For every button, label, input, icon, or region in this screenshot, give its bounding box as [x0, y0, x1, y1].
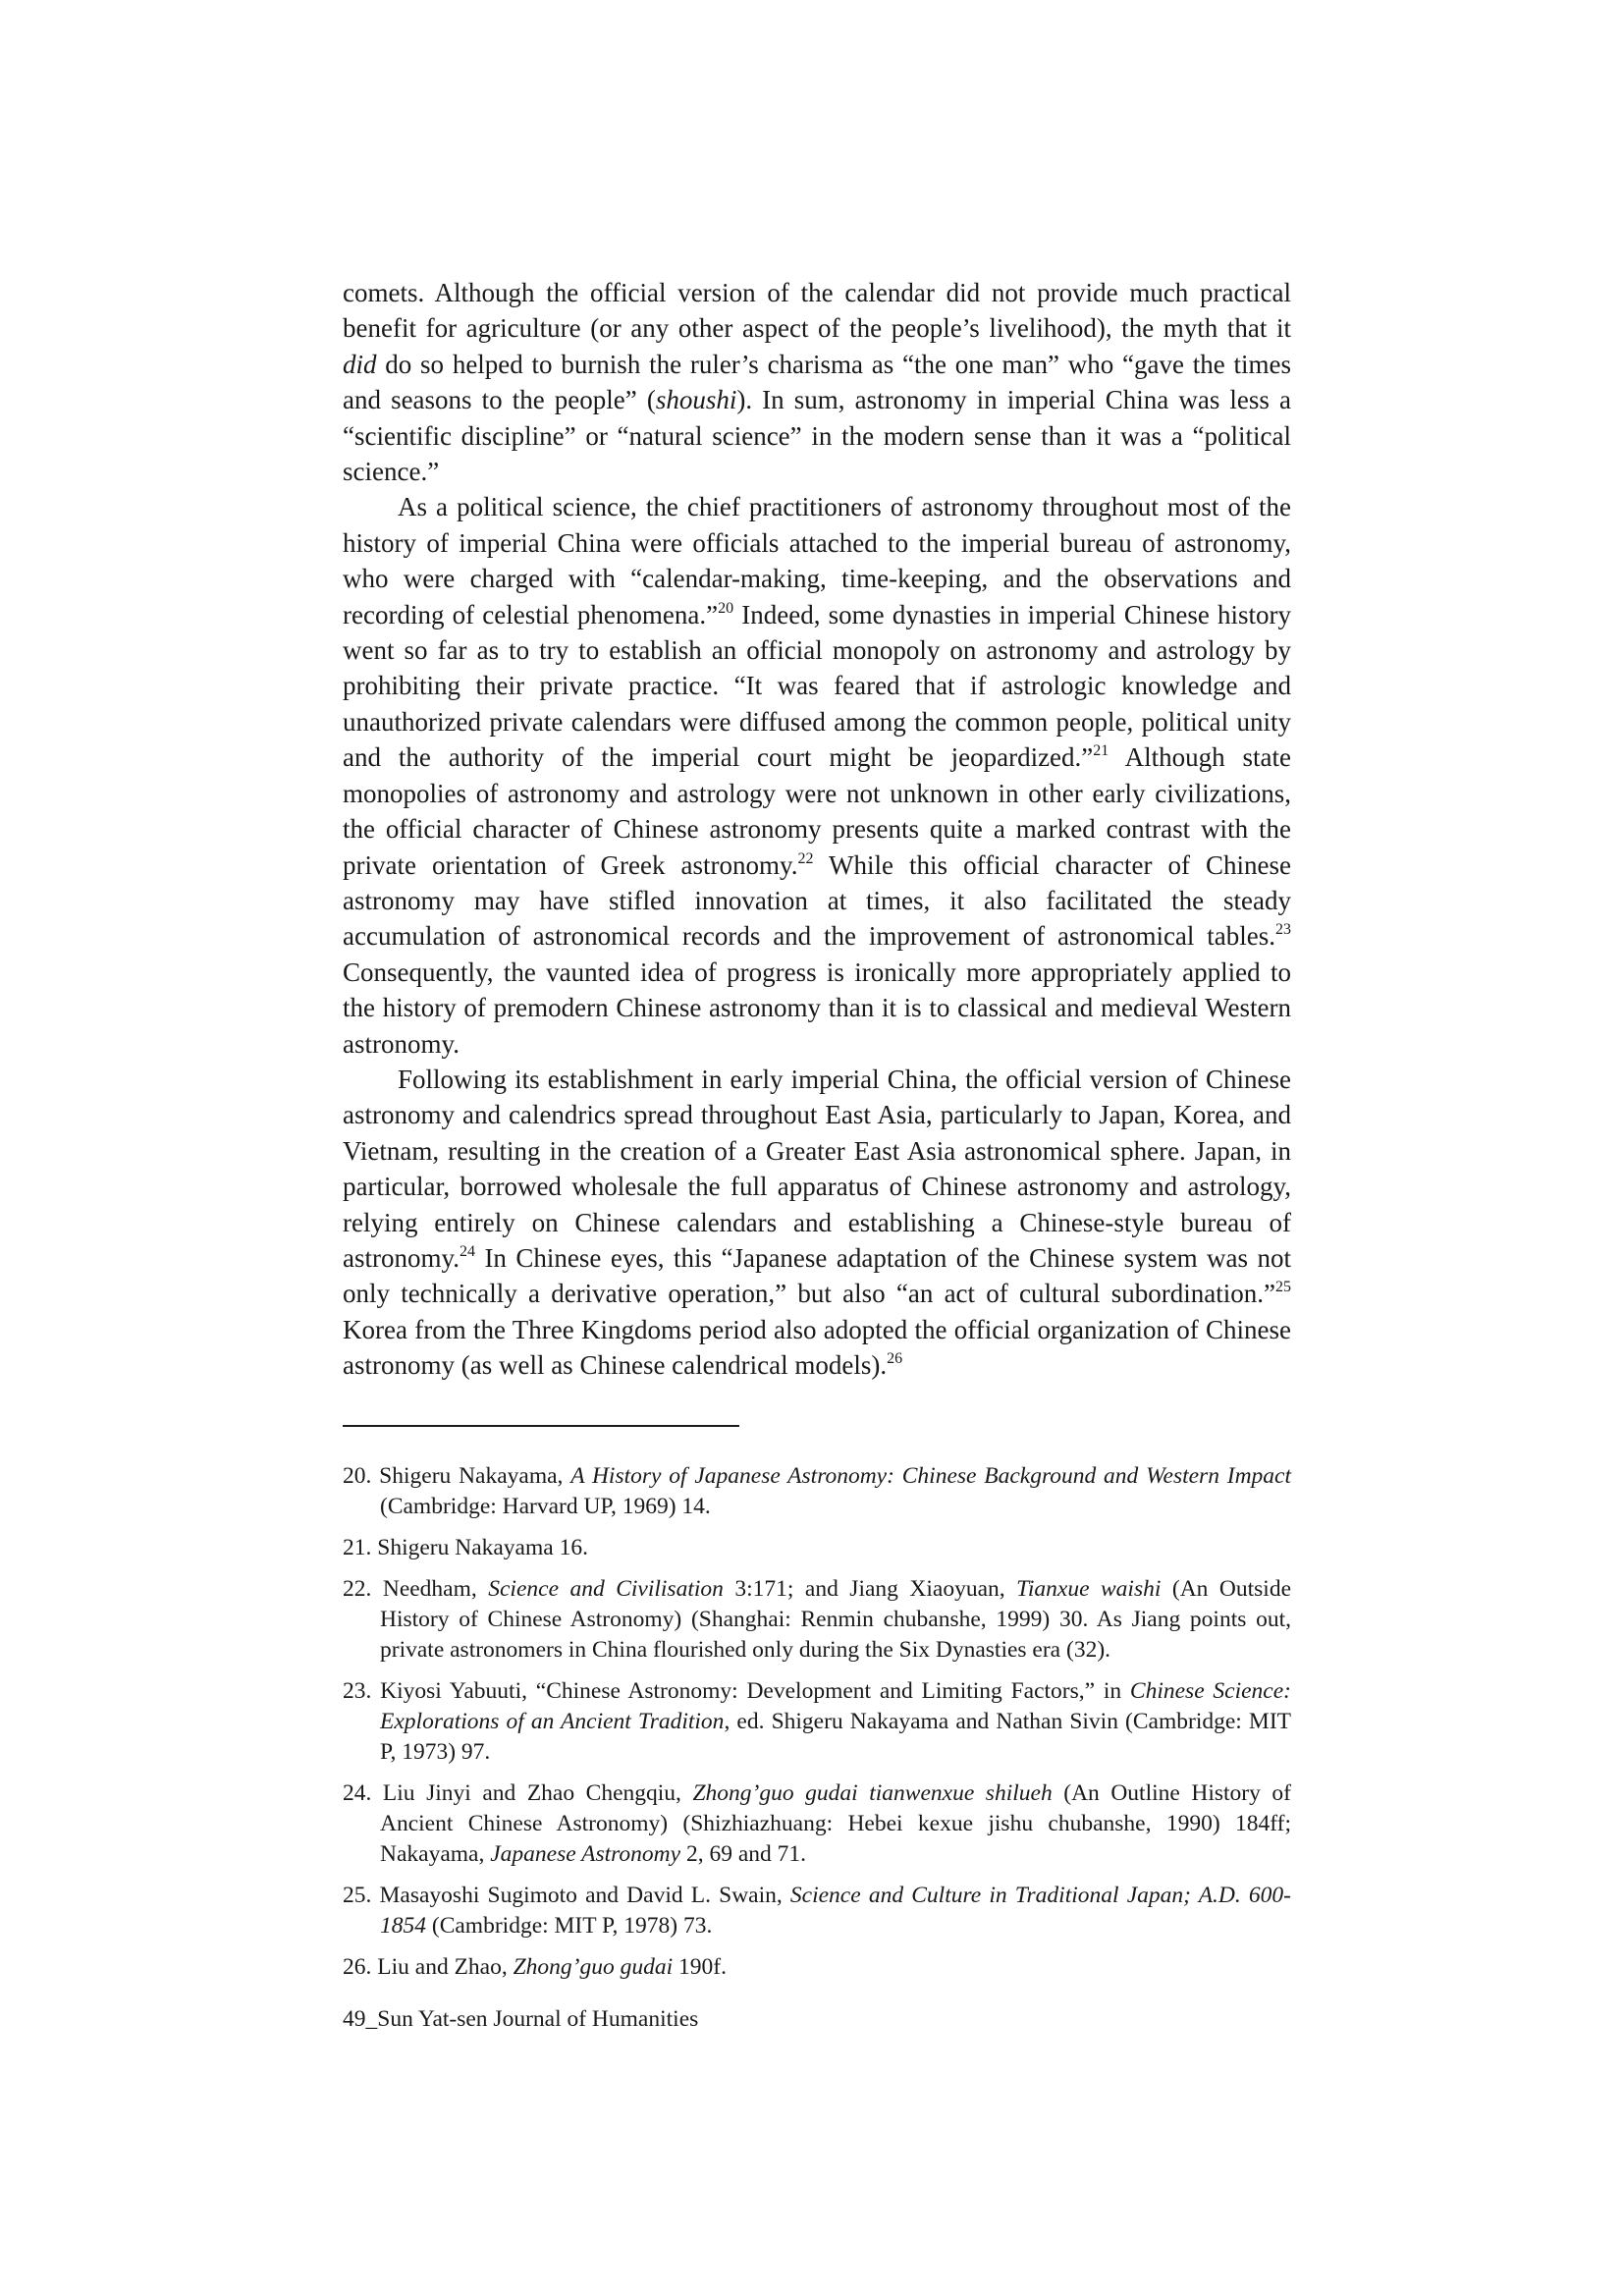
footnote-25: 25. Masayoshi Sugimoto and David L. Swain, Science and Culture in Traditional Japan; A.D. 600-1854 (Cambridge: MIT P, 1978) 73.: [343, 1883, 1291, 1939]
footnote-divider: [343, 1425, 739, 1427]
footnote-ref-21[interactable]: 21: [1093, 742, 1109, 760]
body-text: [343, 275, 1291, 1384]
footnote-21: 21. Shigeru Nakayama 16.: [343, 1535, 588, 1560]
footnote-ref-25[interactable]: 25: [1275, 1279, 1291, 1296]
paragraph-3: Following its establishment in early imperial China, the official version of Chinese astronomy and calendrics spread throughout East Asia, particularly to Japan, Korea, and Vietnam, resulting in the creation of a Greater East Asia astronomical sphere. Japan, in particular, borrowed wholesale the full apparatus of Chinese astronomy and astrology, relying entirely on Chinese calendars and establishing a Chinese-style bureau of astronomy.$^{24}$ In Chinese eyes, this “Japanese adaptation of the Chinese system was not only technically a derivative operation,” but also “an act of cultural subordination.”$^{25}$ Korea from the Three Kingdoms period also adopted the official organization of Chinese astronomy (as well as Chinese calendrical models).$^{26}$: [343, 1064, 1291, 1381]
footnote-ref-22[interactable]: 22: [797, 849, 814, 867]
footnote-26: 26. Liu and Zhao, Zhong’guo gudai 190f.: [343, 1954, 727, 1980]
footnote-ref-24[interactable]: 24: [459, 1242, 475, 1260]
footnote-22: 22. Needham, Science and Civilisation 3:171; and Jiang Xiaoyuan, Tianxue waishi (An Outside History of Chinese Astronomy) (Shanghai: Renmin chubanshe, 1999) 30. As Jiang points out, private astronomers in China flourished only during the Six Dynasties era (32).: [343, 1576, 1291, 1663]
footnote-24: 24. Liu Jinyi and Zhao Chengqiu, Zhong’guo gudai tianwenxue shilueh (An Outline History of Ancient Chinese Astronomy) (Shizhiazhuang: Hebei kexue jishu chubanshe, 1990) 184ff; Nakayama, Japanese Astronomy 2, 69 and 71.: [343, 1780, 1291, 1867]
paragraph-1: comets. Although the official version of the calendar did not provide much practical benefit for agriculture (or any other aspect of the people’s livelihood), the myth that it did do so helped to burnish the ruler’s charisma as “the one man” who “gave the times and seasons to the people” (shoushi). In sum, astronomy in imperial China was less a “scientific discipline” or “natural science” in the modern sense than it was a “political science.”: [343, 278, 1291, 487]
footnote-ref-26[interactable]: 26: [887, 1350, 903, 1368]
footnote-20: 20. Shigeru Nakayama, A History of Japanese Astronomy: Chinese Background and Western Impact (Cambridge: Harvard UP, 1969) 14.: [343, 1463, 1291, 1519]
footnote-23: 23. Kiyosi Yabuuti, “Chinese Astronomy: Development and Limiting Factors,” in Chinese Science: Explorations of an Ancient Tradition, ed. Shigeru Nakayama and Nathan Sivin (Cambridge: MIT P, 1973) 97.: [343, 1678, 1291, 1765]
page-footer: 49_Sun Yat-sen Journal of Humanities: [343, 2006, 699, 2032]
footnotes: [343, 1461, 1291, 1994]
footnote-ref-23[interactable]: 23: [1275, 921, 1291, 939]
paragraph-2: As a political science, the chief practitioners of astronomy throughout most of the history of imperial China were officials attached to the imperial bureau of astronomy, who were charged with “calendar-making, time-keeping, and the observations and recording of celestial phenomena.”$^{20}$ Indeed, some dynasties in imperial Chinese history went so far as to try to establish an official monopoly on astronomy and astrology by prohibiting their private practice. “It was feared that if astrologic knowledge and unauthorized private calendars were diffused among the common people, political unity and the authority of the imperial court might be jeopardized.”$^{21}$ Although state monopolies of astronomy and astrology were not unknown in other early civilizations, the official character of Chinese astronomy presents quite a marked contrast with the private orientation of Greek astronomy.$^{22}$ While this official character of Chinese astronomy may have stifled innovation at times, it also facilitated the steady accumulation of astronomical records and the improvement of astronomical tables.$^{23}$ Consequently, the vaunted idea of progress is ironically more appropriately applied to the history of premodern Chinese astronomy than it is to classical and medieval Western astronomy.: [343, 492, 1292, 1059]
footnote-ref-20[interactable]: 20: [718, 599, 734, 617]
